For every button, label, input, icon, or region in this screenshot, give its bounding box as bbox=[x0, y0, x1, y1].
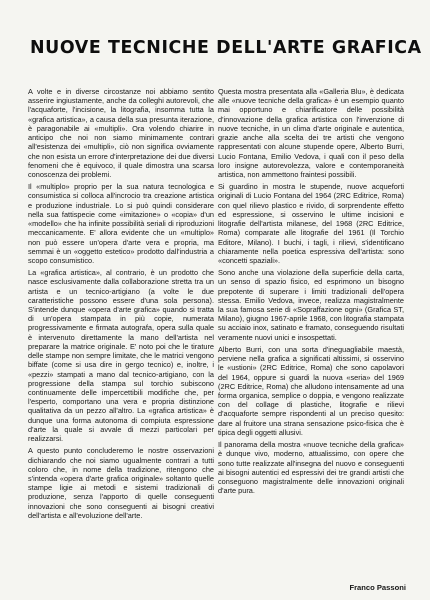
article-title: NUOVE TECNICHE DELL'ARTE GRAFICA bbox=[30, 38, 422, 58]
left-paragraph-2: Il «multiplo» proprio per la sua natura tecnologica e consumistica si colloca all'incrocio tra creazione artistica e produzione industriale. Lo si può quindi considerare nella sua fattispecie come «imitazione» o «copia» d'un «modello» che ha infinite possibilità seriali di riproduzioni meccanicamente. E' allora evidente che un «multiplo» non può essere un'opera d'arte vera e propria, ma semmai è un «oggetto estetico» prodotto dall'industria a scopo consumistico. bbox=[28, 182, 214, 265]
left-column bbox=[28, 87, 214, 523]
right-paragraph-4: Alberto Burri, con una sorta d'ineguagliabile maestà, perviene nella grafica a significati altissimi, si osservino le «ustioni» (2RC Editrice, Roma) che sono capolavori del 1964, oppure si guardi la nuova «seria» del 1969 (2RC Editrice, Roma) che alludono intensamente ad una forma organica, semplice o doppia, e vengono realizzate con del collage di plastiche, litografie e rilievi d'acquaforte sempre rispondenti al un preciso quesito: dare al fruitore una strana sensazione psico-fisica che è tipica degli oggetti allusivi. bbox=[218, 344, 404, 437]
left-paragraph-1: A volte e in diverse circostanze noi abbiamo sentito asserire ingiustamente, anche da colleghi autorevoli, che l'acquaforte, l'incisione, la litografia, insomma tutta la «grafica artistica», a causa della sua presunta iterazione, è paragonabile ai «multipli». Ora volendo chiarire in anticipo che noi non siamo minimamente contrari all'esistenza dei «multipli», ciò non significa ovviamente che non esista un errore d'interpretazione dei due diversi fenomeni che è equivoco, il quale dimostra una scarsa conoscenza dei problemi. bbox=[28, 87, 214, 179]
right-paragraph-1: Questa mostra presentata alla «Galleria Blu», è dedicata alle «nuove tecniche della grafica» è un esempio quanto mai opportuno e chiarificatore delle possibilità d'innovazione della grafica artistica con l'invenzione di nuove tecniche, in un clima d'arte originale e autentica, grazie anche alla scelta dei tre artisti che vengono rappresentati con alcune stupende opere, Alberto Burri, Lucio Fontana, Emilio Vedova, i quali con il peso della loro insigne autorevolezza, valore e contemporaneità artistica, non ammettono fraintesi possibili. bbox=[218, 87, 404, 179]
left-paragraph-3: La «grafica artistica», al contrario, è un prodotto che nasce esclusivamente dalla collaborazione stretta tra un artista e un tecnico-artigiano (a volte le due caratteristiche possono essere d'una sola persona). S'intende dunque «opera d'arte grafica» quando si tratta di un'opera stampata in più copie, numerata progressivamente e firmata autografa, opera sulla quale è intervenuto direttamente la mano dell'artista nel preparare la matrice originale. E' noto poi che le tirature delle stampe non sempre limitate, che le matrici vengono biffate (come si usa dire in gergo tecnico) e, inoltre, i «pezzi» stampati a mano dal tecnico-artigiano, con la progressione della stampa sul torchio subiscono continuamente delle impercettibili modifiche che, per l'esperto, comportano una vera e propria distinzione qualitativa da un pezzo all'altro. La «grafica artistica» è dunque una forma autonoma di compiuta espressione d'arte la quale si avvale di mezzi particolari per realizzarsi. bbox=[28, 268, 214, 444]
author-signature: Franco Passoni bbox=[349, 583, 406, 592]
right-paragraph-3: Sono anche una violazione della superficie della carta, un senso di spazio fisico, ed esprimono un bisogno prepotente di superare i limiti tradizionali dell'opera stessa. Emilio Vedova, inveсe, realizza magistralmente la sua famosa serie di «Sopraffazione ogni» (Grafica ST, Milano), giugno 1967-aprile 1968, con litografia stampata su acciaio inox, satinato e framato, conseguendo risultati veramente nuovi unici e insospettati. bbox=[218, 268, 404, 342]
left-paragraph-4: A questo punto concluderemo le nostre osservazioni dichiarando che noi siamo ugualmente contrari a tutti coloro che, in nome della tradizione, ritengono che s'intenda «opera d'arte grafica originale» soltanto quelle stampe ligie ai metodi e sistemi tradizionali di produzione, senza l'apporto di quelle conseguenti innovazioni che sono conseguenti ai bisogni creativi dell'artista e all'evoluzione dell'arte. bbox=[28, 446, 214, 520]
right-column bbox=[218, 87, 404, 498]
right-paragraph-5: Il panorama della mostra «nuove tecniche della grafica» è dunque vivo, moderno, attualissimo, con opere che sono tutte realizzate all'insegna del nuovo e conseguenti ai bisogni autentici ed espressivi dei tre grandi artisti che conseguono magistralmente delle innovazioni originali d'arte pura. bbox=[218, 440, 404, 496]
right-paragraph-2: Si guardino in mostra le stupende, nuove acqueforti originali di Lucio Fontana del 1964 (2RC Editrice, Roma) con quel rilievo plastico e rivido, di sorprendente effetto ed espressione, si osservino le ultime incisioni e litografie dell'artista milanese, del 1968 (2RC Editrice, Roma) comparate alle litografie del 1961 (Il Torchio Editore, Milano). I buchi, i tagli, i rilievi, s'identificano chiaramente nella poetica espressiva dell'artista: sono «concetti spaziali». bbox=[218, 182, 404, 265]
